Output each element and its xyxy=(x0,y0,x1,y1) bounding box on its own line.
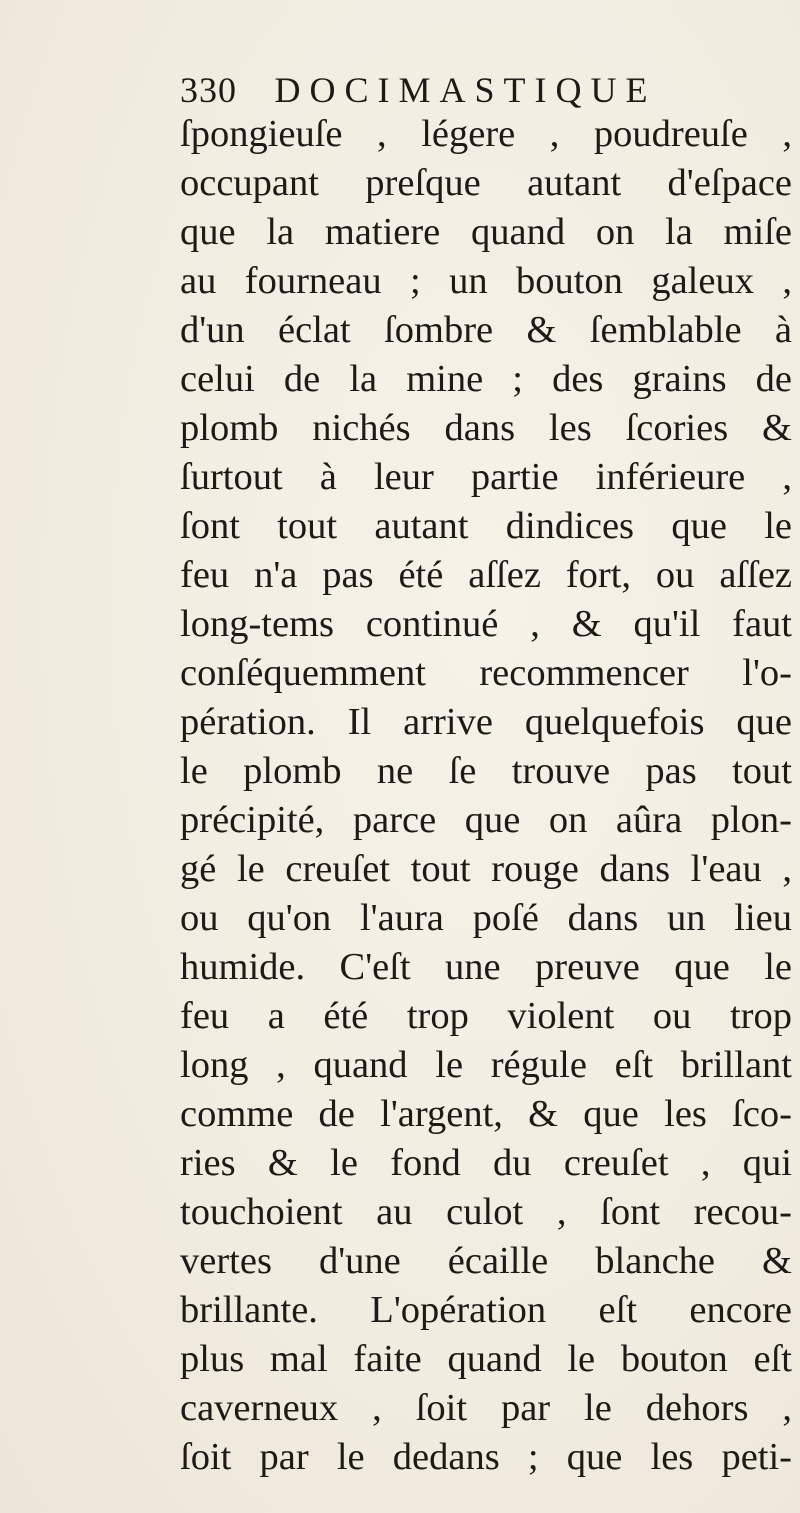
running-title: DOCIMASTIQUE xyxy=(274,70,657,110)
text-line-18: humide. C'eſt une preuve que le xyxy=(180,946,792,988)
text-line-8: ſurtout à leur partie inférieure , xyxy=(180,456,792,498)
text-line-27: caverneux , ſoit par le dehors , xyxy=(180,1387,792,1429)
text-line-12: conſéquemment recommencer l'o- xyxy=(180,652,792,694)
text-line-15: précipité, parce que on aûra plon- xyxy=(180,799,792,841)
text-line-21: comme de l'argent, & que les ſco- xyxy=(180,1093,792,1135)
text-line-26: plus mal faite quand le bouton eſt xyxy=(180,1338,792,1380)
text-line-25: brillante. L'opération eſt encore xyxy=(180,1289,792,1331)
running-head xyxy=(180,66,780,114)
text-line-17: ou qu'on l'aura poſé dans un lieu xyxy=(180,897,792,939)
text-line-22: ries & le fond du creuſet , qui xyxy=(180,1142,792,1184)
text-line-10: feu n'a pas été aſſez fort, ou aſſez xyxy=(180,554,792,596)
text-line-13: pération. Il arrive quelquefois que xyxy=(180,701,792,743)
text-line-3: que la matiere quand on la miſe xyxy=(180,211,792,253)
text-line-9: ſont tout autant dindices que le xyxy=(180,505,792,547)
page-number: 330 xyxy=(180,70,237,110)
text-line-6: celui de la mine ; des grains de xyxy=(180,358,792,400)
text-line-19: feu a été trop violent ou trop xyxy=(180,995,792,1037)
text-line-23: touchoient au culot , ſont recou- xyxy=(180,1191,792,1233)
text-line-11: long-tems continué , & qu'il faut xyxy=(180,603,792,645)
text-line-16: gé le creuſet tout rouge dans l'eau , xyxy=(180,848,792,890)
text-line-24: vertes d'une écaille blanche & xyxy=(180,1240,792,1282)
body-text xyxy=(180,110,792,1482)
text-line-5: d'un éclat ſombre & ſemblable à xyxy=(180,309,792,351)
text-line-2: occupant preſque autant d'eſpace xyxy=(180,162,792,204)
text-line-7: plomb nichés dans les ſcories & xyxy=(180,407,792,449)
text-line-28: ſoit par le dedans ; que les peti- xyxy=(180,1436,792,1478)
text-line-20: long , quand le régule eſt brillant xyxy=(180,1044,792,1086)
text-line-4: au fourneau ; un bouton galeux , xyxy=(180,260,792,302)
text-line-14: le plomb ne ſe trouve pas tout xyxy=(180,750,792,792)
text-line-1: ſpongieuſe , légere , poudreuſe , xyxy=(180,113,792,155)
